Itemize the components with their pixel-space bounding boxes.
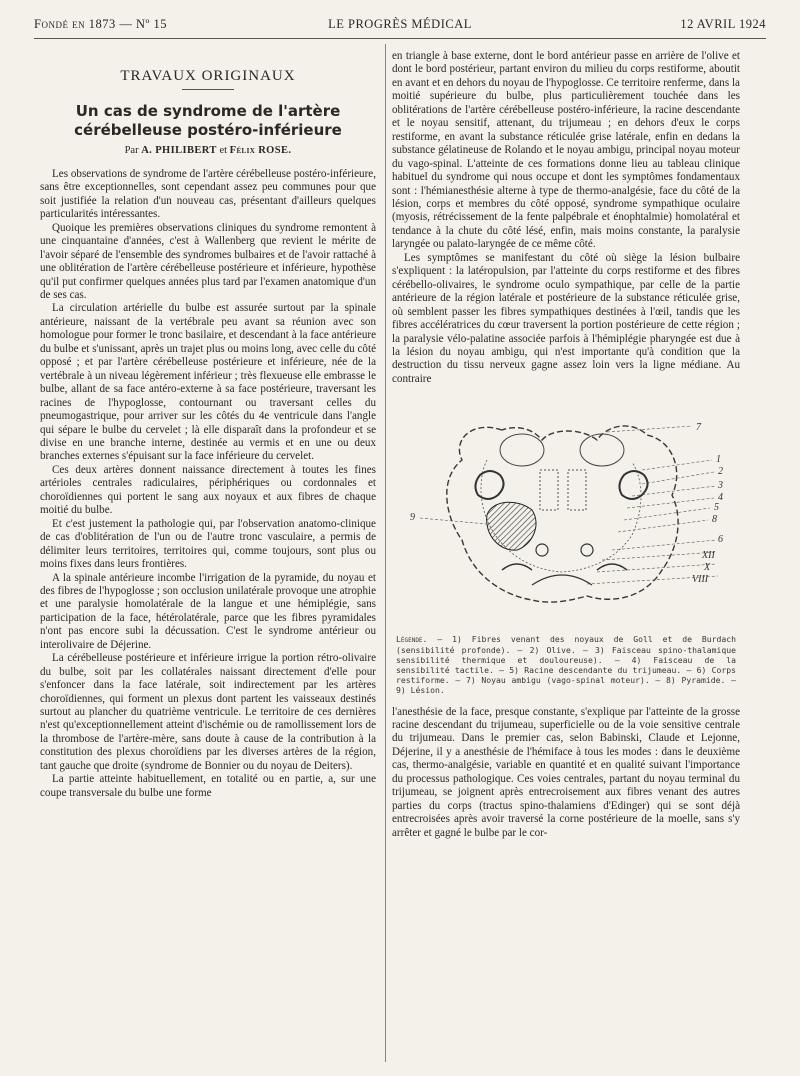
journal-title: LE PROGRÈS MÉDICAL <box>328 17 472 31</box>
fig-label-xii: XII <box>702 550 715 562</box>
fig-label-3: 3 <box>718 480 723 492</box>
pyramid-right <box>580 434 624 466</box>
fibres-right <box>568 470 586 510</box>
fig-label-6: 6 <box>718 534 723 546</box>
byline-et: et <box>219 145 228 157</box>
restiform-left <box>502 564 532 570</box>
byline <box>40 144 376 157</box>
paragraph: en triangle à base externe, dont le bord antérieur passe en arrière de l'olive et dont le bord postérieur, partant environ du milieu du corps restiforme, aboutit en avant et en dehors du noyau de l'hypoglosse. Ce territoire renferme, dans la moitié supérieure du bulbe, plus particulièrement touchée dans les oblitérations de l'artère cérébelleuse postéro-inférieure, la racine descendante et le noyau sensitif, attenant, du trijumeau ; en dehors d'eux le corps restiforme, en avant la substance réticulée grise latérale, enfin en dedans la substance gélatineuse de Rolando et le noyau ambigu, principal noyau moteur du vago-spinal. L'atteinte de ces formations donne lieu au tableau clinique habituel du syndrome qui nous occupe et dont les symptômes fondamentaux sont : l'hémianesthésie alterne à type de thermo-analgésie, face du côté de la lésion, corps et membres du côté opposé, syndrome sympathique oculaire (myosis, rétrécissement de la fente palpébrale et énophtalmie) homolatéral et tendance à la chute du côté lésé, enfin, mais moins constante, la paralysie laryngée ou palato-laryngée de ce même côté. <box>392 50 740 251</box>
fig-label-4: 4 <box>718 492 723 504</box>
issue-date: 12 AVRIL 1924 <box>680 17 766 31</box>
page-header <box>34 14 766 39</box>
floor-fourth-ventricle <box>532 575 592 585</box>
fig-label-1: 1 <box>716 454 721 466</box>
fig-label-5: 5 <box>714 502 719 514</box>
journal-founded: Fondé en 1873 — Nº 15 <box>34 17 167 31</box>
paragraph: La cérébelleuse postérieure et inférieure irrigue la portion rétro-olivaire du bulbe, soit par les collatérales naissant directement d'elle pour s'enfoncer dans la face latérale, soit indirectement par les artères choroïdiennes, qui forment un plexus dont partent les vaisseaux destinés surtout au plancher du quatrième ventricule. Le territoire de ces dernières n'est qu'exceptionnellement atteint d'ischémie ou de ramollissement lors de la thrombose de l'artère-mère, sans doute à cause de la contribution à la constitution des plexus choroïdiens par les diverses artères de la région, tant gauche que droite (syndrome de Bonnier ou du noyau de Deiters). <box>40 652 376 772</box>
paragraph: Ces deux artères donnent naissance directement à toutes les fines artérioles centrales radiculaires, périphériques ou cordonnales et choroïdiennes qui portent le sang aux noyaux et aux fibres de chaque moitié du bulbe. <box>40 463 376 517</box>
medulla-outline <box>447 426 678 602</box>
fig-label-8: 7 <box>696 422 701 434</box>
paragraph: Et c'est justement la pathologie qui, par l'observation anatomo-clinique de cas d'oblitération de l'un ou de l'autre tronc vasculaire, a permis de délimiter leurs territoires, territoires qui, comme toujours, sont plus ou moins fixes dans leurs frontières. <box>40 517 376 571</box>
article-title: Un cas de syndrome de l'artère cérébelleuse postéro-inférieure <box>74 102 342 140</box>
section-heading: TRAVAUX ORIGINAUX <box>120 68 296 84</box>
caption-lead: Légende. <box>396 634 428 645</box>
figure-caption <box>396 634 736 695</box>
byline-par: Par <box>124 145 139 157</box>
paragraph: La circulation artérielle du bulbe est assurée surtout par la spinale antérieure, naissant de la vertébrale peu avant sa réunion avec son homologue pour former le tronc basilaire, et descendant à la face antérieure du bulbe et s'unissant, après un trajet plus ou moins long, avec celle du côté opposé ; et par l'artère cérébelleuse postérieure et inférieure, née de la vertébrale à un niveau légèrement inférieur ; très flexueuse elle embrasse le bulbe, allant de sa face antéro-externe à sa face postérieure, traversant les racines de l'hypoglosse, contournant ou traversant celles du pneumogastrique, pour arriver sur les côtés du 4e ventricule dans l'angle qui sépare le bulbe du cervelet ; là elle disparaît dans la profondeur et se divise en une branche interne, destinée au vermis et en une ou deux branches externes s'épuisant sur la face inférieure du cervelet. <box>40 302 376 463</box>
paragraph: Quoique les premières observations cliniques du syndrome remontent à une cinquantaine d'années, c'est à Wallenberg que revient le mérite de l'avoir séparé de l'ensemble des syndromes bulbaires et de l'avoir rattaché à une oblitération de l'artère cérébelleuse postérieure et inférieure, hypothèse qu'il put confirmer quelques années plus tard par l'examen anatomique d'un de ses cas. <box>40 221 376 301</box>
author-2: Félix ROSE. <box>229 145 292 157</box>
right-column <box>392 50 740 1066</box>
section-rule <box>182 89 234 90</box>
medulla-diagram <box>392 400 740 630</box>
caption-text: — 1) Fibres venant des noyaux de Goll et de Burdach (sensibilité profonde). — 2) Olive. — 3) Faisceau spino-thalamique sensibilité thermique et douloureuse). — 4) Faisceau de la sensibilité tactile. — 5) Racine descendante du trijumeau. — 6) Corps restiforme. — 7) Noyau ambigu (vago-spinal moteur). — 8) Pyramide. — 9) Lésion. <box>396 634 736 696</box>
left-column <box>40 50 376 1066</box>
olive-left <box>475 471 503 499</box>
pyramid-left <box>500 434 544 466</box>
paragraph: l'anesthésie de la face, presque constante, s'explique par l'atteinte de la grosse racine descendant du trijumeau, superficielle ou de la voie sensitive centrale du trijumeau. Dans le premier cas, selon Babinski, Claude et Lejonne, Déjerine, il y a anesthésie de l'hémiface à tous les modes : dans le deuxième cas, thermo-analgésie, variable en quantité et en qualité suivant l'importance du processus pathologique. Ces voies centrales, partant du noyau terminal du trijumeau, se joignent après entrecroisement aux fibres venant des autres parties du corps (tractus spino-thalamiens d'Edinger) qui se sont déjà entrecroisées après avoir traversé la corne postérieure de la moelle, sans s'y arrêter et gagné le bulbe par le cor- <box>392 705 740 839</box>
column-divider <box>385 44 386 1062</box>
author-1: A. PHILIBERT <box>141 145 217 157</box>
fig-label-7: 8 <box>712 514 717 526</box>
paragraph: La partie atteinte habituellement, en totalité ou en partie, a, sur une coupe transversale du bulbe une forme <box>40 773 376 799</box>
paragraph: Les observations de syndrome de l'artère cérébelleuse postéro-inférieure, sans être exceptionnelles, sont cependant assez peu communes pour que soit justifiée la relation d'un nouveau cas, présentant d'ailleurs quelques particularités intéressantes. <box>40 167 376 221</box>
restiform-right <box>597 564 627 570</box>
fig-label-2: 2 <box>718 466 723 478</box>
nucleus-right <box>581 544 593 556</box>
nucleus-left <box>536 544 548 556</box>
lesion-area <box>487 503 536 551</box>
fig-label-x: X <box>704 562 711 574</box>
medulla-cross-section-figure <box>392 400 740 630</box>
fibres-left <box>540 470 558 510</box>
fig-label-viii: VIII <box>692 574 709 586</box>
paragraph: Les symptômes se manifestant du côté où siège la lésion bulbaire s'expliquent : la latéropulsion, par l'atteinte du corps restiforme et des fibres cérébello-olivaires, le syndrome oculo sympathique, par celle de la partie antérieure de la région latérale et postérieure de la substance réticulée grise, où semblent passer les fibres sympathiques destinées à l'œil, tandis que les fibres accélératrices du cœur traversent la portion postérieure de cette région ; la paralysie vélo-palatine associée parfois à l'hémiplégie pharyngée est due à la lésion du noyau ambigu, qui n'est importante qu'à condition que la destruction du tissu nerveux gagne assez loin vers la ligne médiane. Au contraire <box>392 251 740 385</box>
fig-label-9: 9 <box>410 512 415 524</box>
paragraph: A la spinale antérieure incombe l'irrigation de la pyramide, du noyau et des fibres de l'hypoglosse ; son occlusion unilatérale provoque une atrophie et une paralysie homolatérale de la langue et une hémiplégie, sans participation de la face, hétérolatérale, parce que les fibres pyramidales n'ont pas encore subi la décussation. C'est le syndrome antérieur ou interolivaire de Déjerine. <box>40 571 376 651</box>
